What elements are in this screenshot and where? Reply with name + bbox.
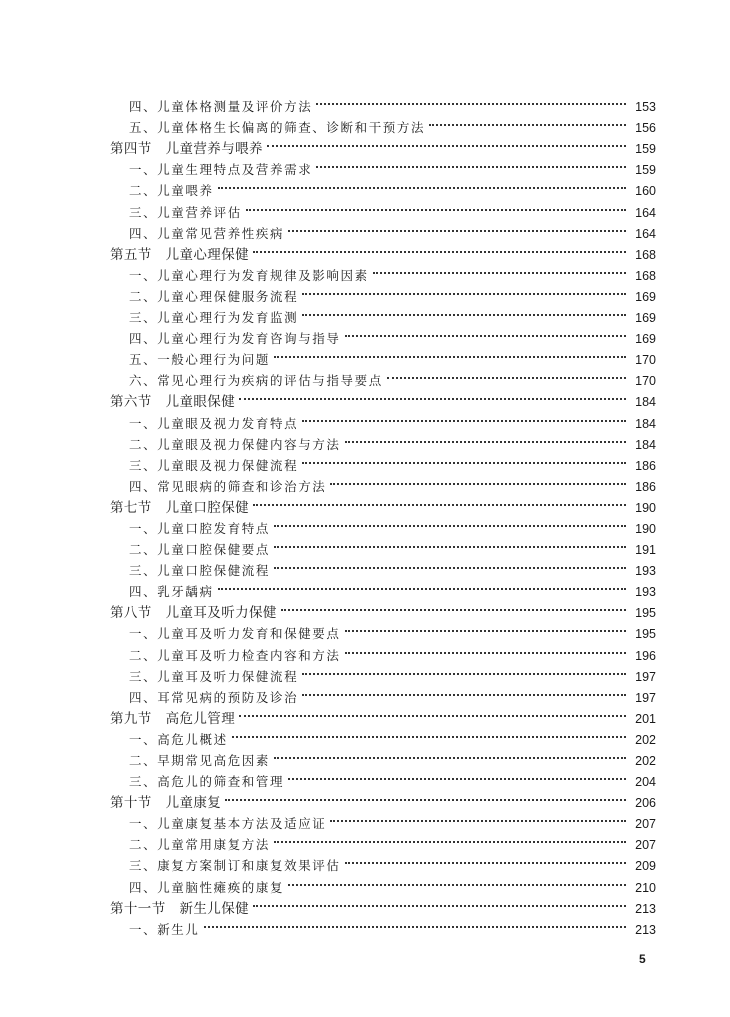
toc-dot-leader bbox=[345, 849, 626, 870]
toc-dot-leader bbox=[429, 111, 626, 132]
toc-dot-leader bbox=[302, 449, 626, 470]
toc-dot-leader bbox=[345, 322, 626, 343]
toc-entry-title: 二、儿童常用康复方法 bbox=[129, 837, 271, 853]
toc-entry-title: 四、儿童常见营养性疾病 bbox=[129, 225, 285, 241]
toc-entry-title: 四、儿童心理行为发育咨询与指导 bbox=[129, 331, 341, 347]
toc-entry-page: 209 bbox=[635, 859, 656, 874]
toc-dot-leader bbox=[330, 807, 626, 828]
table-of-contents bbox=[110, 90, 656, 937]
toc-entry-title: 三、高危儿的筛查和管理 bbox=[129, 774, 285, 790]
toc-entry-title: 第四节 儿童营养与喂养 bbox=[110, 141, 263, 158]
toc-entry-title: 三、康复方案制订和康复效果评估 bbox=[129, 858, 341, 874]
toc-entry-title: 四、乳牙龋病 bbox=[129, 584, 214, 600]
toc-entry-page: 186 bbox=[635, 479, 656, 494]
toc-entry-page: 210 bbox=[635, 880, 656, 895]
toc-entry-title: 一、儿童生理特点及营养需求 bbox=[129, 162, 313, 178]
toc-entry-page: 169 bbox=[635, 289, 656, 304]
toc-entry-page: 191 bbox=[635, 543, 656, 558]
toc-dot-leader bbox=[274, 744, 626, 765]
toc-dot-leader bbox=[288, 765, 626, 786]
toc-entry-page: 202 bbox=[635, 754, 656, 768]
toc-entry-title: 一、儿童口腔发育特点 bbox=[129, 520, 271, 536]
toc-dot-leader bbox=[274, 533, 626, 554]
toc-entry-page: 195 bbox=[635, 606, 656, 621]
toc-dot-leader bbox=[239, 702, 626, 723]
toc-dot-leader bbox=[253, 238, 626, 259]
toc-entry-page: 190 bbox=[635, 521, 656, 536]
toc-entry-title: 五、一般心理行为问题 bbox=[129, 352, 271, 368]
toc-entry-title: 四、儿童脑性瘫痪的康复 bbox=[129, 879, 285, 895]
toc-entry-page: 160 bbox=[635, 184, 656, 199]
toc-entry-page: 168 bbox=[635, 268, 656, 283]
toc-dot-leader bbox=[373, 259, 626, 280]
toc-subsection-entry[interactable] bbox=[110, 90, 656, 115]
toc-dot-leader bbox=[302, 660, 626, 681]
toc-dot-leader bbox=[316, 153, 626, 174]
toc-dot-leader bbox=[246, 195, 626, 216]
toc-entry-page: 206 bbox=[635, 796, 656, 811]
toc-entry-page: 202 bbox=[635, 732, 656, 747]
toc-entry-page: 184 bbox=[635, 437, 656, 452]
toc-dot-leader bbox=[274, 512, 626, 533]
toc-entry-title: 第十节 儿童康复 bbox=[110, 795, 222, 812]
toc-dot-leader bbox=[253, 491, 626, 512]
toc-dot-leader bbox=[316, 90, 626, 111]
toc-entry-title: 二、儿童喂养 bbox=[129, 183, 214, 199]
toc-entry-page: 193 bbox=[635, 564, 656, 579]
toc-dot-leader bbox=[288, 217, 626, 238]
toc-entry-page: 201 bbox=[635, 711, 656, 726]
toc-entry-title: 一、儿童耳及听力发育和保健要点 bbox=[129, 626, 341, 642]
toc-entry-page: 186 bbox=[635, 458, 656, 473]
toc-dot-leader bbox=[239, 385, 626, 406]
toc-entry-title: 二、儿童心理保健服务流程 bbox=[129, 288, 299, 304]
toc-entry-title: 第八节 儿童耳及听力保健 bbox=[110, 605, 277, 622]
toc-entry-title: 一、儿童康复基本方法及适应证 bbox=[129, 816, 327, 832]
toc-entry-page: 184 bbox=[635, 416, 656, 431]
toc-entry-page: 168 bbox=[635, 247, 656, 262]
toc-dot-leader bbox=[302, 681, 626, 702]
toc-entry-title: 一、儿童眼及视力发育特点 bbox=[129, 415, 299, 431]
toc-entry-page: 207 bbox=[635, 838, 656, 853]
toc-dot-leader bbox=[288, 870, 626, 891]
toc-entry-page: 170 bbox=[635, 374, 656, 389]
toc-entry-title: 三、儿童心理行为发育监测 bbox=[129, 310, 299, 326]
toc-dot-leader bbox=[330, 470, 626, 491]
toc-dot-leader bbox=[218, 575, 626, 596]
toc-entry-title: 第七节 儿童口腔保健 bbox=[110, 499, 249, 516]
toc-entry-title: 二、早期常见高危因素 bbox=[129, 753, 271, 768]
page-number: 5 bbox=[639, 952, 646, 966]
toc-dot-leader bbox=[204, 913, 626, 934]
toc-dot-leader bbox=[387, 364, 626, 385]
toc-entry-title: 二、儿童耳及听力检查内容和方法 bbox=[129, 647, 341, 663]
toc-entry-page: 197 bbox=[635, 669, 656, 684]
toc-dot-leader bbox=[345, 638, 626, 659]
toc-entry-title: 第六节 儿童眼保健 bbox=[110, 394, 236, 411]
toc-entry-page: 193 bbox=[635, 585, 656, 600]
toc-entry-title: 二、儿童口腔保健要点 bbox=[129, 542, 271, 558]
toc-entry-title: 三、儿童眼及视力保健流程 bbox=[129, 457, 299, 473]
toc-entry-page: 170 bbox=[635, 353, 656, 368]
toc-entry-page: 197 bbox=[635, 690, 656, 705]
toc-entry-title: 一、儿童心理行为发育规律及影响因素 bbox=[129, 267, 369, 283]
toc-dot-leader bbox=[302, 301, 626, 322]
toc-entry-page: 169 bbox=[635, 332, 656, 347]
toc-entry-title: 四、儿童体格测量及评价方法 bbox=[129, 99, 313, 115]
toc-entry-title: 四、耳常见病的预防及诊治 bbox=[129, 689, 299, 705]
toc-entry-page: 164 bbox=[635, 226, 656, 241]
toc-dot-leader bbox=[274, 828, 626, 849]
toc-entry-page: 184 bbox=[635, 395, 656, 410]
toc-entry-page: 213 bbox=[635, 922, 656, 937]
toc-entry-page: 153 bbox=[635, 100, 656, 115]
toc-entry-page: 204 bbox=[635, 775, 656, 790]
toc-dot-leader bbox=[267, 132, 626, 153]
toc-entry-page: 190 bbox=[635, 500, 656, 515]
toc-dot-leader bbox=[345, 617, 626, 638]
toc-entry-page: 195 bbox=[635, 627, 656, 642]
toc-entry-page: 159 bbox=[635, 142, 656, 157]
toc-entry-title: 六、常见心理行为疾病的评估与指导要点 bbox=[129, 373, 383, 389]
toc-entry-title: 三、儿童耳及听力保健流程 bbox=[129, 668, 299, 684]
toc-entry-title: 一、新生儿 bbox=[129, 921, 200, 937]
toc-dot-leader bbox=[225, 786, 626, 807]
toc-entry-title: 第五节 儿童心理保健 bbox=[110, 246, 249, 263]
toc-entry-page: 213 bbox=[635, 901, 656, 916]
toc-entry-page: 159 bbox=[635, 163, 656, 178]
toc-entry-title: 五、儿童体格生长偏离的筛查、诊断和干预方法 bbox=[129, 120, 426, 136]
toc-entry-title: 三、儿童营养评估 bbox=[129, 204, 242, 220]
toc-entry-page: 164 bbox=[635, 205, 656, 220]
toc-entry-page: 156 bbox=[635, 121, 656, 136]
toc-dot-leader bbox=[274, 343, 626, 364]
toc-dot-leader bbox=[253, 892, 626, 913]
toc-entry-page: 169 bbox=[635, 311, 656, 326]
toc-entry-title: 二、儿童眼及视力保健内容与方法 bbox=[129, 436, 341, 452]
toc-entry-title: 第十一节 新生儿保健 bbox=[110, 900, 249, 917]
toc-entry-page: 207 bbox=[635, 817, 656, 832]
toc-dot-leader bbox=[302, 406, 626, 427]
toc-dot-leader bbox=[302, 280, 626, 301]
toc-dot-leader bbox=[218, 174, 626, 195]
toc-entry-title: 第九节 高危儿管理 bbox=[110, 710, 236, 727]
toc-dot-leader bbox=[232, 723, 626, 744]
toc-entry-page: 196 bbox=[635, 648, 656, 663]
toc-entry-title: 一、高危儿概述 bbox=[129, 731, 228, 747]
toc-entry-title: 四、常见眼病的筛查和诊治方法 bbox=[129, 478, 327, 494]
toc-dot-leader bbox=[345, 428, 626, 449]
toc-entry-title: 三、儿童口腔保健流程 bbox=[129, 563, 271, 579]
toc-dot-leader bbox=[281, 596, 626, 617]
toc-dot-leader bbox=[274, 554, 626, 575]
